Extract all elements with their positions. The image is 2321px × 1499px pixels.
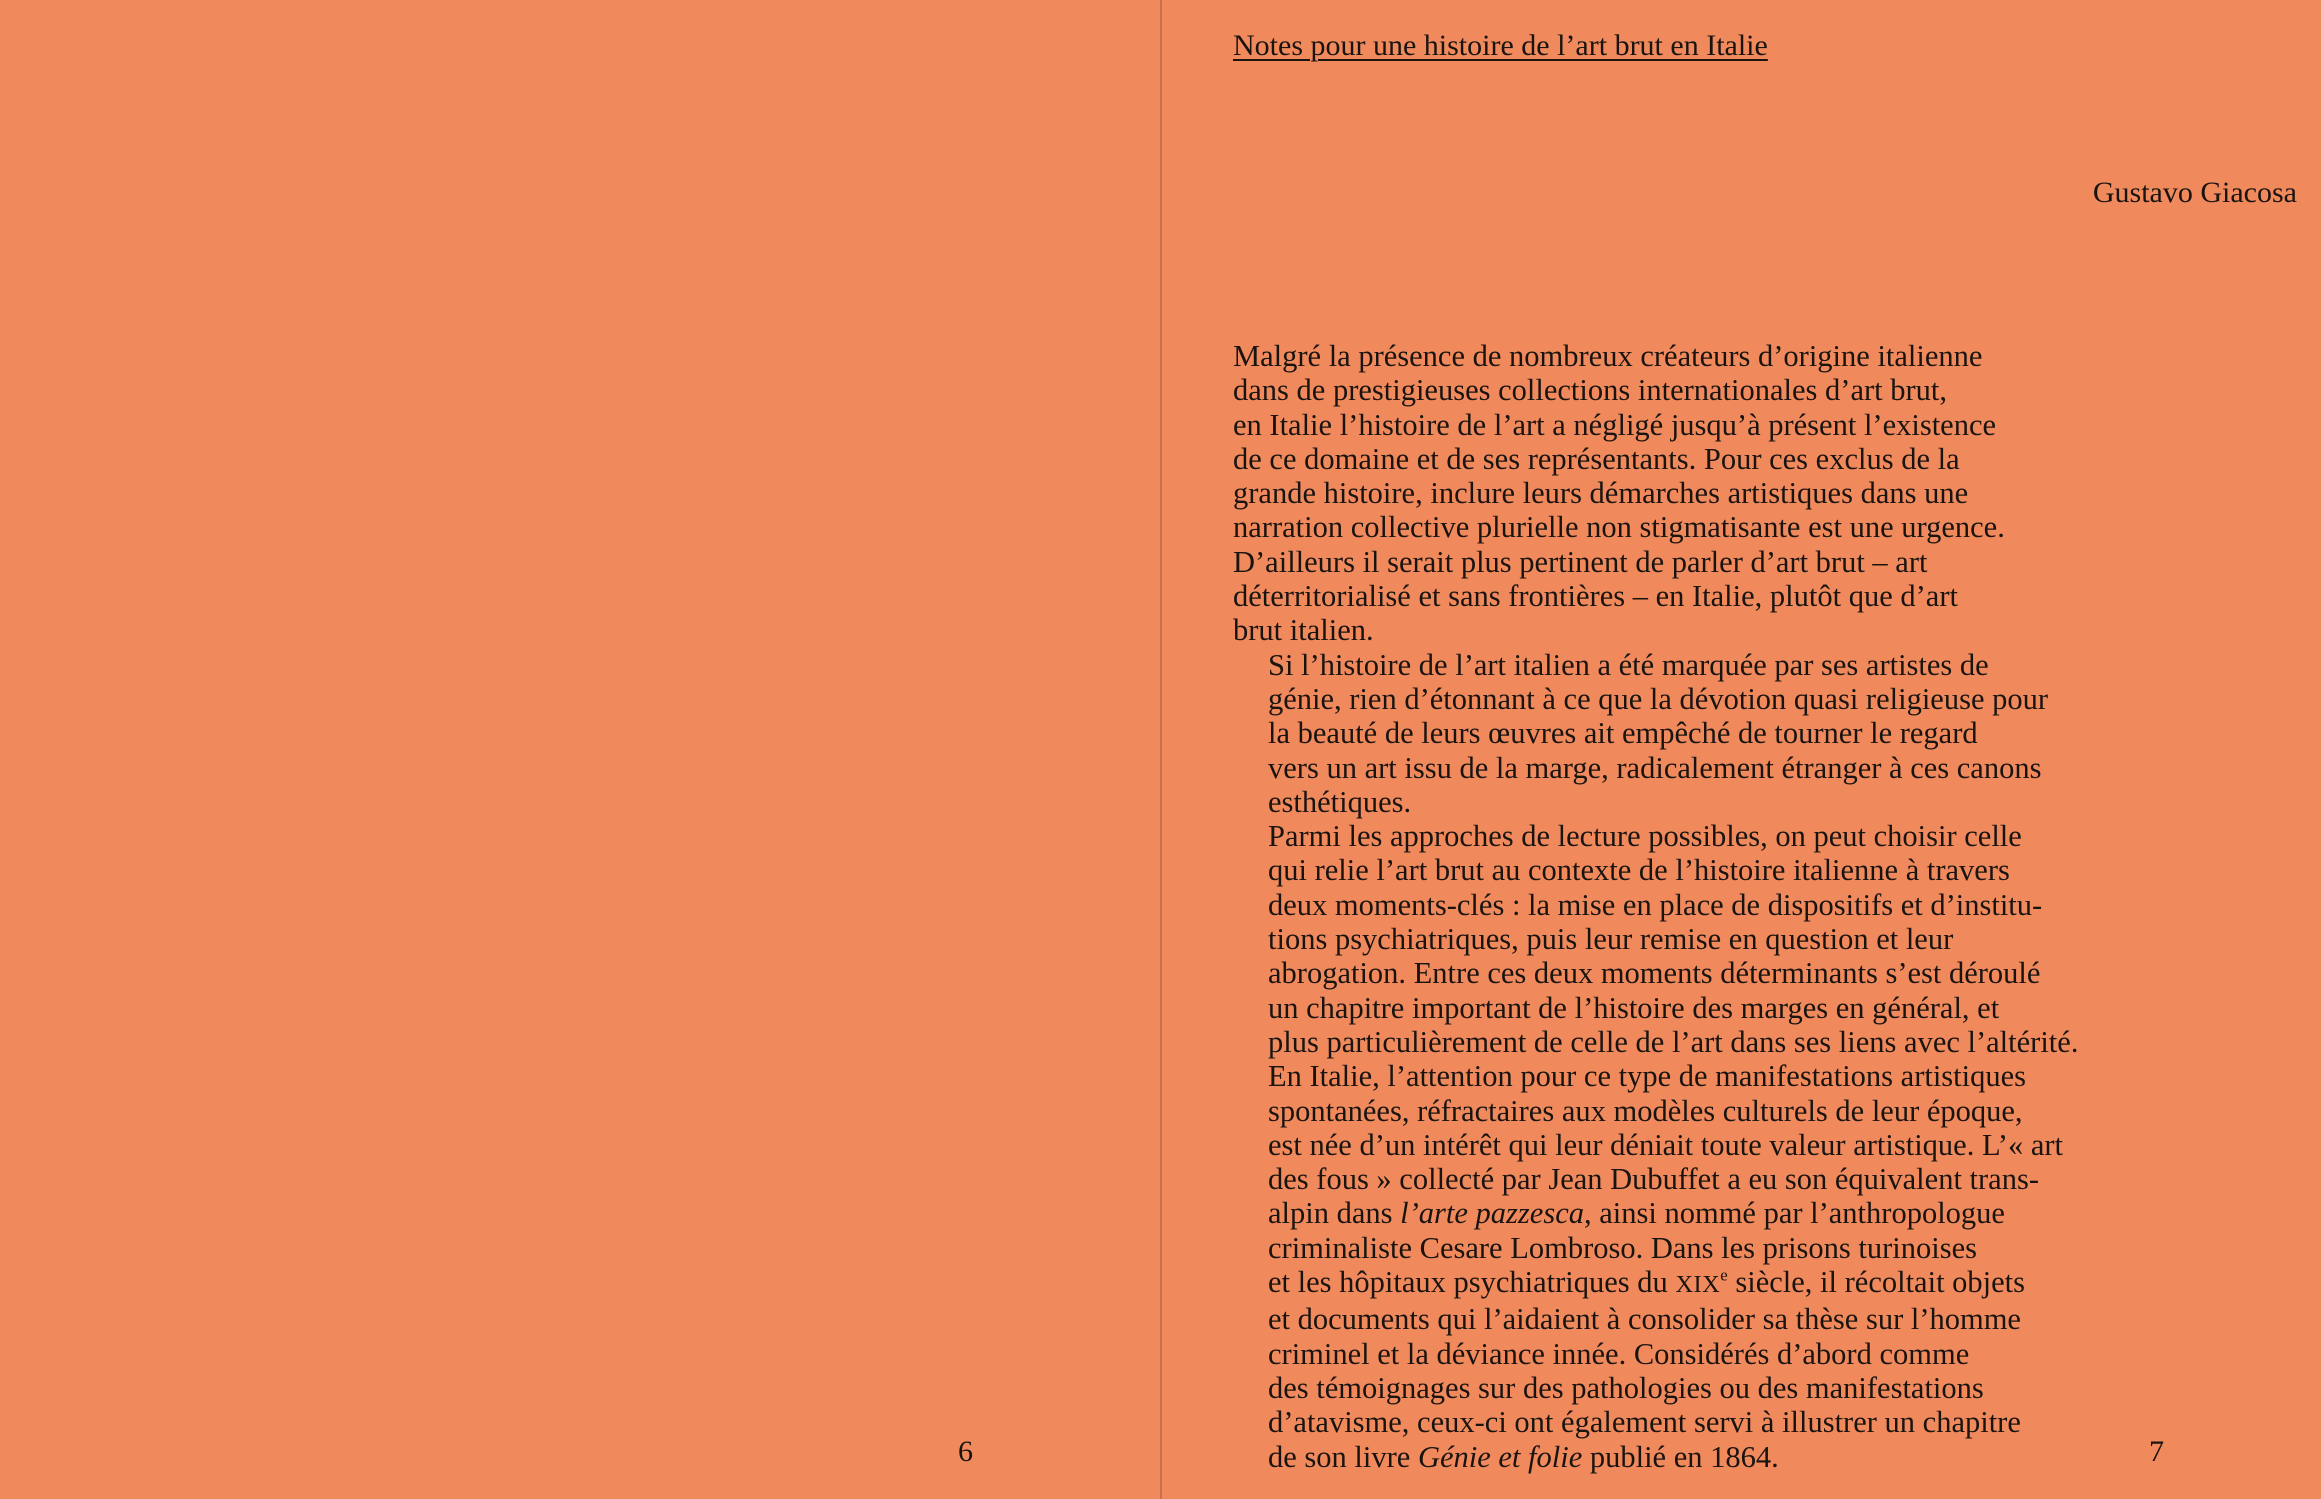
text-line: plus particulièrement de celle de l’art dans ses liens avec l’altérité.	[1268, 1024, 2079, 1059]
text-line: En Italie, l’attention pour ce type de manifestations artistiques	[1268, 1059, 2027, 1094]
text-line: en Italie l’histoire de l’art a négligé jusqu’à présent l’existence	[1233, 407, 1997, 442]
text-line: esthétiques.	[1268, 784, 1412, 819]
text-line: tions psychiatriques, puis leur remise en question et leur	[1268, 922, 1954, 957]
text-line: qui relie l’art brut au contexte de l’histoire italienne à travers	[1268, 853, 2010, 888]
paragraph-4	[1233, 1059, 2133, 1474]
text-line	[1233, 1440, 2133, 1474]
text-line: D’ailleurs il serait plus pertinent de parler d’art brut – art	[1233, 544, 1928, 579]
text-run: alpin dans	[1268, 1196, 1401, 1231]
text-run: de son livre	[1268, 1439, 1418, 1474]
text-run: , ainsi nommé par l’anthropologue	[1583, 1196, 2005, 1231]
text-line: criminel et la déviance innée. Considérés d’abord comme	[1268, 1336, 1970, 1371]
text-line: Parmi les approches de lecture possibles, on peut choisir celle	[1268, 819, 2022, 854]
superscript-e: e	[1720, 1265, 1728, 1285]
century-numeral: XIX	[1675, 1271, 1721, 1299]
page-number-right: 7	[2149, 1435, 2164, 1468]
italic-book-title: Génie et folie	[1417, 1439, 1583, 1474]
text-line: des fous » collecté par Jean Dubuffet a eu son équivalent trans-	[1268, 1162, 2039, 1197]
paragraph-2	[1233, 648, 2133, 819]
text-line: Si l’histoire de l’art italien a été marquée par ses artistes de	[1268, 647, 1989, 682]
paragraph-1	[1233, 339, 2133, 648]
text-line: génie, rien d’étonnant à ce que la dévotion quasi religieuse pour	[1268, 681, 2049, 716]
text-line: est née d’un intérêt qui leur déniait toute valeur artistique. L’« art	[1268, 1127, 2063, 1162]
text-line: d’atavisme, ceux-ci ont également servi à illustrer un chapitre	[1268, 1405, 2021, 1440]
text-line: un chapitre important de l’histoire des marges en général, et	[1268, 990, 2000, 1025]
text-line: spontanées, réfractaires aux modèles culturels de leur époque,	[1268, 1093, 2023, 1128]
text-line	[1233, 1265, 2133, 1302]
page-number-left: 6	[958, 1435, 973, 1468]
essay-title: Notes pour une histoire de l’art brut en Italie	[1233, 29, 1768, 62]
text-line: grande histoire, inclure leurs démarches artistiques dans une	[1233, 476, 1969, 511]
author-name: Gustavo Giacosa	[2092, 176, 2297, 209]
text-line: deux moments-clés : la mise en place de dispositifs et d’institu-	[1268, 887, 2043, 922]
italic-term: l’arte pazzesca	[1400, 1196, 1584, 1231]
text-line: narration collective plurielle non stigmatisante est une urgence.	[1233, 510, 2005, 545]
text-line: Malgré la présence de nombreux créateurs d’origine italienne	[1233, 339, 1983, 373]
text-line: la beauté de leurs œuvres ait empêché de tourner le regard	[1268, 716, 1978, 751]
text-line: des témoignages sur des pathologies ou des manifestations	[1268, 1370, 1984, 1405]
text-line: et documents qui l’aidaient à consolider sa thèse sur l’homme	[1268, 1302, 2021, 1337]
essay-body	[1233, 339, 2133, 1474]
paragraph-3	[1233, 819, 2133, 1059]
text-line: vers un art issu de la marge, radicalement étranger à ces canons	[1268, 750, 2042, 785]
text-line: déterritorialisé et sans frontières – en Italie, plutôt que d’art	[1233, 579, 1958, 614]
left-page	[0, 0, 1160, 1499]
text-line: criminaliste Cesare Lombroso. Dans les prisons turinoises	[1268, 1230, 1978, 1265]
text-run: siècle, il récoltait objets	[1727, 1265, 2026, 1300]
text-run: et les hôpitaux psychiatriques du	[1268, 1265, 1676, 1300]
text-line: brut italien.	[1233, 613, 1374, 648]
text-line: dans de prestigieuses collections internationales d’art brut,	[1233, 373, 1947, 408]
text-line: abrogation. Entre ces deux moments déterminants s’est déroulé	[1268, 956, 2041, 991]
text-line: de ce domaine et de ses représentants. Pour ces exclus de la	[1233, 441, 1960, 476]
text-line	[1233, 1196, 2133, 1230]
text-run: publié en 1864.	[1582, 1439, 1779, 1474]
right-page	[1162, 0, 2321, 1499]
